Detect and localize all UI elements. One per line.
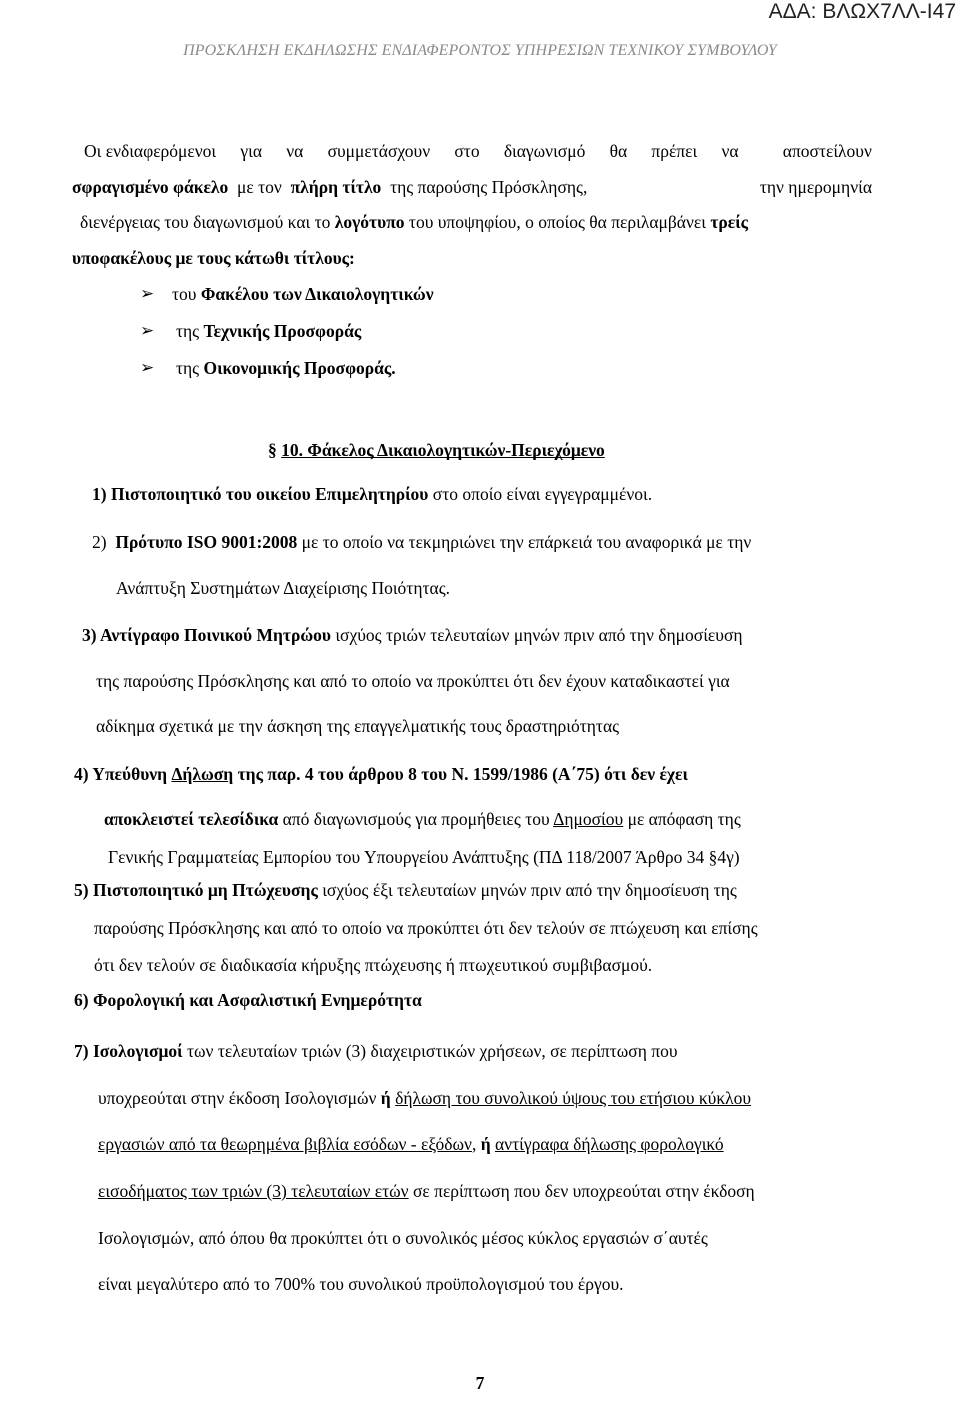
item-5-line-3: ότι δεν τελούν σε διαδικασία κήρυξης πτώχευσης ή πτωχευτικού συμβιβασμού.	[94, 955, 653, 975]
intro-line-1: Οι ενδιαφερόμενοι για να συμμετάσχουν στο διαγωνισμό θα πρέπει να αποστείλουν	[84, 141, 872, 161]
item-5-line-2: παρούσης Πρόσκλησης και από το οποίο να προκύπτει ότι δεν τελούν σε πτώχευση και επίσης	[94, 918, 758, 938]
item-3-line-3: αδίκημα σχετικά με την άσκηση της επαγγελματικής τους δραστηριότητας	[96, 716, 620, 736]
intro-line-4: υποφακέλους με τους κάτωθι τίτλους:	[72, 248, 355, 268]
intro-line-3: διενέργειας του διαγωνισμού και το λογότυπο του υποψηφίου, ο οποίος θα περιλαμβάνει τρείς	[80, 212, 749, 232]
item-3: 3) Αντίγραφο Ποινικού Μητρώου ισχύος τριών τελευταίων μηνών πριν από την δημοσίευση	[82, 625, 743, 645]
item-7-line-2: υποχρεούται στην έκδοση Ισολογισμών ή δήλωση του συνολικού ύψους του ετήσιου κύκλου	[98, 1088, 752, 1108]
item-6: 6) Φορολογική και Ασφαλιστική Ενημερότητα	[74, 990, 422, 1010]
item-2: 2) Πρότυπο ISO 9001:2008 με το οποίο να τεκμηριώνει την επάρκειά του αναφορικά με την	[92, 532, 752, 552]
item-5: 5) Πιστοποιητικό μη Πτώχευσης ισχύος έξι τελευταίων μηνών πριν από την δημοσίευση της	[74, 880, 737, 900]
item-4-line-3: Γενικής Γραμματείας Εμπορίου του Υπουργείου Ανάπτυξης (ΠΔ 118/2007 Άρθρο 34 §4γ)	[108, 847, 740, 867]
item-7-line-6: είναι μεγαλύτερο από το 700% του συνολικού προϋπολογισμού του έργου.	[98, 1274, 624, 1294]
bullet-item: του Φακέλου των Δικαιολογητικών	[172, 284, 434, 304]
bullet-item: της Τεχνικής Προσφοράς	[176, 321, 362, 341]
bullet-item: της Οικονομικής Προσφοράς.	[176, 358, 396, 378]
ada-code: ΑΔΑ: ΒΛΩΧ7ΛΛ-Ι47	[768, 0, 956, 23]
arrow-bullet-icon: ➢	[140, 321, 155, 340]
intro-line-2: σφραγισμένο φάκελο με τον πλήρη τίτλο της παρούσης Πρόσκλησης, την ημερομηνία	[72, 177, 872, 197]
running-header: ΠΡΟΣΚΛΗΣΗ ΕΚΔΗΛΩΣΗΣ ΕΝΔΙΑΦΕΡΟΝΤΟΣ ΥΠΗΡΕΣΙΩΝ ΤΕΧΝΙΚΟΥ ΣΥΜΒΟΥΛΟΥ	[183, 42, 777, 59]
item-1: 1) Πιστοποιητικό του οικείου Επιμελητηρίου στο οποίο είναι εγγεγραμμένοι.	[92, 484, 653, 504]
item-7-line-3: εργασιών από τα θεωρημένα βιβλία εσόδων - εξόδων, ή αντίγραφα δήλωσης φορολογικό	[98, 1134, 724, 1154]
item-7: 7) Ισολογισμοί των τελευταίων τριών (3) διαχειριστικών χρήσεων, σε περίπτωση που	[74, 1041, 678, 1061]
item-7-line-5: Ισολογισμών, από όπου θα προκύπτει ότι ο συνολικός μέσος κύκλος εργασιών σ΄αυτές	[98, 1228, 708, 1248]
item-4-line-2: αποκλειστεί τελεσίδικα από διαγωνισμούς για προμήθειες του Δημοσίου με απόφαση της	[104, 809, 741, 829]
item-7-line-4: εισοδήματος των τριών (3) τελευταίων ετών σε περίπτωση που δεν υποχρεούται στην έκδοση	[98, 1181, 755, 1201]
section-heading: § 10. Φάκελος Δικαιολογητικών-Περιεχόμενο	[268, 440, 605, 460]
item-3-line-2: της παρούσης Πρόσκλησης και από το οποίο να προκύπτει ότι δεν έχουν καταδικαστεί για	[96, 671, 730, 691]
item-2-line-2: Ανάπτυξη Συστημάτων Διαχείρισης Ποιότητας.	[116, 578, 450, 598]
arrow-bullet-icon: ➢	[140, 284, 155, 303]
arrow-bullet-icon: ➢	[140, 358, 155, 377]
page-number: 7	[475, 1373, 485, 1393]
item-4: 4) Υπεύθυνη Δήλωση της παρ. 4 του άρθρου 8 του Ν. 1599/1986 (Α΄75) ότι δεν έχει	[74, 764, 688, 784]
